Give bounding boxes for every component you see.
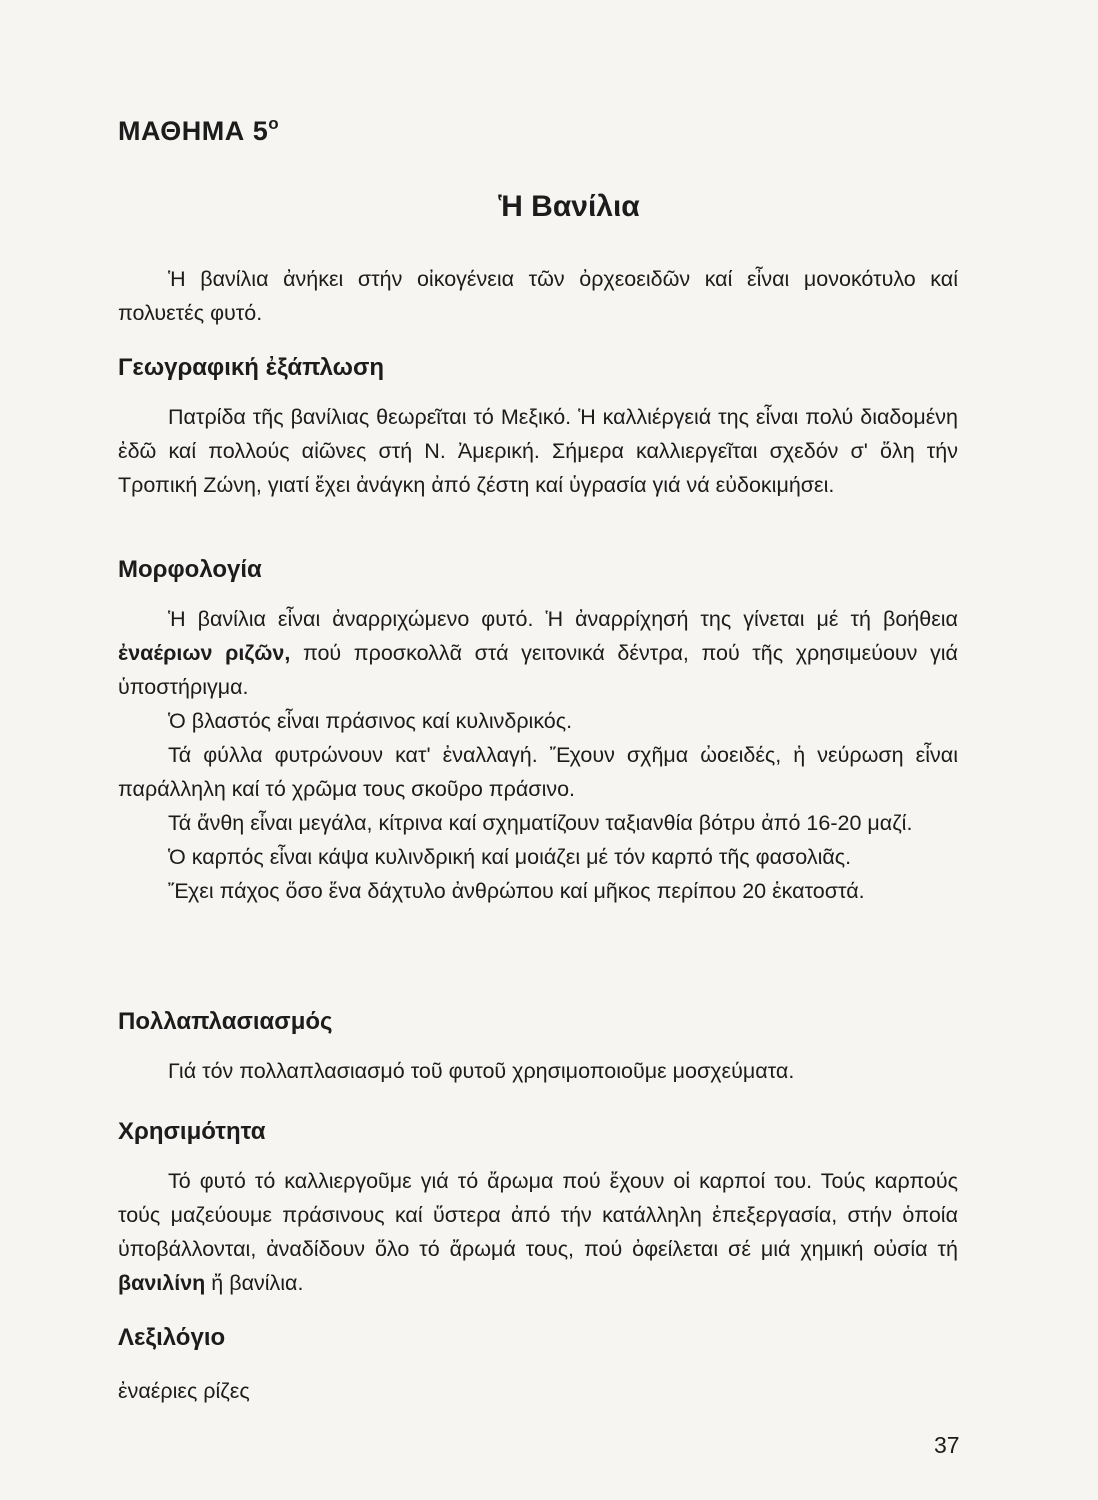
morphology-paragraph-5: Ὁ καρπός εἶναι κάψα κυλινδρική καί μοιάζει μέ τόν καρπό τῆς φασολιᾶς. bbox=[168, 845, 852, 869]
page-title: Ἡ Βανίλια bbox=[498, 190, 640, 223]
morphology-paragraph-2: Ὁ βλαστός εἶναι πράσινος καί κυλινδρικός. bbox=[168, 709, 573, 733]
glossary-section bbox=[118, 1374, 958, 1408]
propagation-section bbox=[118, 1054, 958, 1088]
heading-geography: Γεωγραφική ἐξάπλωση bbox=[118, 354, 385, 381]
intro-paragraph bbox=[118, 262, 958, 330]
geography-paragraph: Πατρίδα τῆς βανίλιας θεωρεῖται τό Μεξικό. Ἡ καλλιέργειά της εἶναι πολύ διαδομένη ἐδῶ καί πολλούς αἰῶνες στή Ν. Ἀμερική. Σήμερα καλλιεργεῖται σχεδόν σ' ὅλη τήν Τροπική Ζώνη, γιατί ἔχει ἀνάγκη ἀπό ζέστη καί ὑγρασία γιά νά εὐδοκιμήσει. bbox=[118, 405, 958, 497]
glossary-item: ἐναέριες ρίζες bbox=[118, 1379, 250, 1403]
heading-glossary: Λεξιλόγιο bbox=[118, 1324, 226, 1351]
propagation-paragraph: Γιά τόν πολλαπλασιασμό τοῦ φυτοῦ χρησιμοποιοῦμε μοσχεύματα. bbox=[168, 1059, 795, 1083]
intro-text: Ἡ βανίλια ἀνήκει στήν οἰκογένεια τῶν ὀρχεοειδῶν καί εἶναι μονοκότυλο καί πολυετές φυτό. bbox=[118, 267, 958, 325]
page-number: 37 bbox=[934, 1432, 960, 1458]
bold-term-aerial-roots: ἐναέριων ριζῶν, bbox=[118, 641, 291, 665]
heading-propagation: Πολλαπλασιασμός bbox=[118, 1008, 333, 1035]
morphology-section bbox=[118, 602, 958, 908]
bold-term-vanillin: βανιλίνη bbox=[118, 1271, 206, 1295]
lesson-label: ΜΑΘΗΜΑ $5^o$ bbox=[118, 114, 280, 146]
heading-usefulness: Χρησιμότητα bbox=[118, 1118, 266, 1145]
morphology-paragraph-6: Ἔχει πάχος ὅσο ἕνα δάχτυλο ἀνθρώπου καί μῆκος περίπου 20 ἑκατοστά. bbox=[168, 879, 865, 903]
morphology-paragraph-3: Τά φύλλα φυτρώνουν κατ' ἐναλλαγή. Ἔχουν σχῆμα ὠοειδές, ἡ νεύρωση εἶναι παράλληλη καί τό χρῶμα τους σκοῦρο πράσινο. bbox=[118, 743, 958, 801]
morphology-paragraph-4: Τά ἄνθη εἶναι μεγάλα, κίτρινα καί σχηματίζουν ταξιανθία βότρυ ἀπό 16-20 μαζί. bbox=[168, 811, 913, 835]
geography-section bbox=[118, 400, 958, 502]
heading-morphology: Μορφολογία bbox=[118, 556, 262, 583]
usefulness-section bbox=[118, 1164, 958, 1300]
morphology-paragraph-1: Ἡ βανίλια εἶναι ἀναρριχώμενο φυτό. Ἡ ἀναρρίχησή της γίνεται μέ τή βοήθεια ἐναέριων ριζῶν, πού προσκολλᾶ στά γειτονικά δέντρα, πού τῆς χρησιμεύουν γιά ὑποστήριγμα. bbox=[118, 607, 958, 699]
lesson-ordinal: ο bbox=[268, 114, 280, 133]
usefulness-paragraph: Τό φυτό τό καλλιεργοῦμε γιά τό ἄρωμα πού ἔχουν οἱ καρποί του. Τούς καρπούς τούς μαζεύουμε πράσινους καί ὕστερα ἀπό τήν κατάλληλη ἐπεξεργασία, στήν ὁποία ὑποβάλλονται, ἀναδίδουν ὅλο τό ἄρωμά τους, πού ὀφείλεται σέ μιά χημική οὐσία τή βανιλίνη ἤ βανίλια. bbox=[118, 1169, 958, 1295]
